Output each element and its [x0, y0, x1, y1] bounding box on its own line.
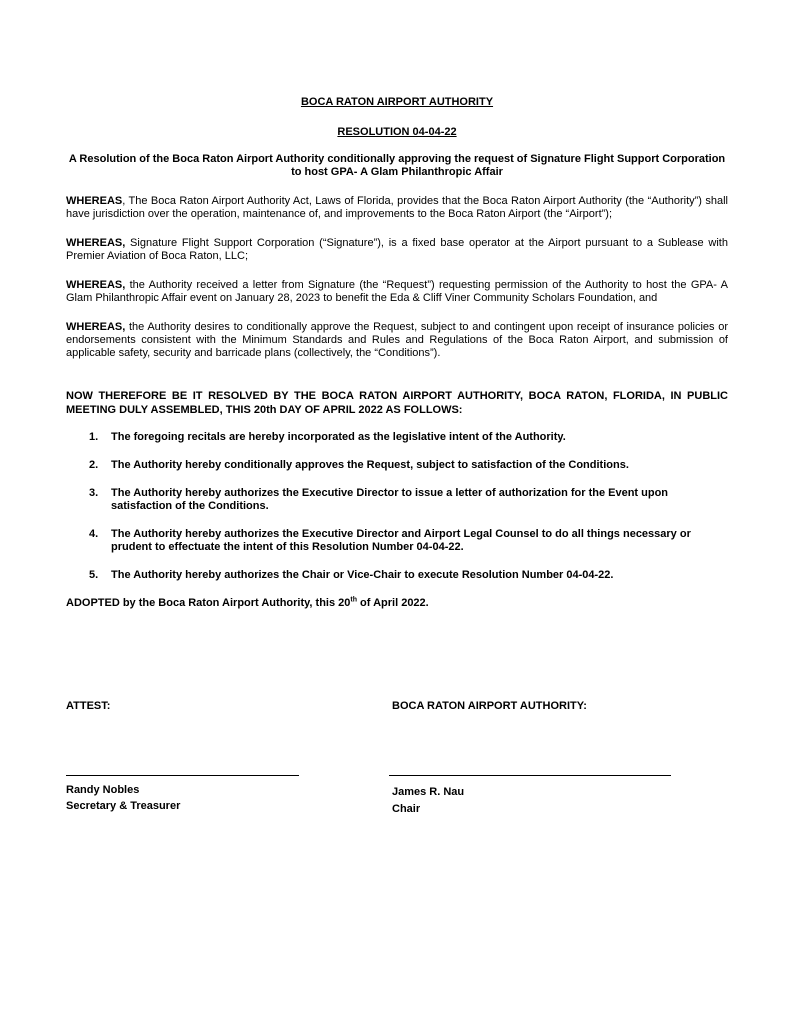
whereas-lead: WHEREAS,	[66, 321, 126, 333]
list-item	[66, 528, 728, 554]
item-text: The Authority hereby authorizes the Executive Director and Airport Legal Counsel to do all things necessary or prudent to effectuate the intent of this Resolution Number 04-04-22.	[111, 528, 691, 553]
resolution-subtitle: A Resolution of the Boca Raton Airport Authority conditionally approving the request of Signature Flight Support Corporation to host GPA- A Glam Philanthropic Affair	[68, 153, 726, 178]
whereas-text: the Authority desires to conditionally approve the Request, subject to and contingent upon receipt of insurance policies or endorsements consistent with the Minimum Standards and Rules and Regulations of the Boca Raton Airport, and submission of applicable safety, security and barricade plans (collectively, the “Conditions”).	[66, 321, 728, 359]
list-item	[66, 569, 728, 582]
secretary-title: Secretary & Treasurer	[66, 800, 181, 812]
ordinal-suffix: th	[350, 596, 357, 604]
resolution-document	[66, 96, 728, 610]
list-item	[66, 459, 728, 472]
whereas-lead: WHEREAS	[66, 195, 123, 207]
authority-signature-label: BOCA RATON AIRPORT AUTHORITY:	[392, 700, 587, 712]
whereas-clause-3	[66, 279, 728, 305]
attest-label: ATTEST:	[66, 700, 111, 712]
whereas-clause-4	[66, 321, 728, 360]
item-number: 5.	[89, 569, 99, 581]
item-text: The Authority hereby authorizes the Chair or Vice-Chair to execute Resolution Number 04-04-22.	[111, 569, 614, 581]
whereas-clause-1	[66, 195, 728, 221]
secretary-name: Randy Nobles	[66, 784, 140, 796]
chair-name: James R. Nau	[392, 786, 465, 798]
list-item	[66, 431, 728, 444]
resolved-clause: NOW THEREFORE BE IT RESOLVED BY THE BOCA RATON AIRPORT AUTHORITY, BOCA RATON, FLORIDA, IN PUBLIC MEETING DULY ASSEMBLED, THIS 20th DAY OF APRIL 2022 AS FOLLOWS:	[66, 390, 728, 416]
item-text: The Authority hereby authorizes the Executive Director to issue a letter of authorization for the Event upon satisfaction of the Conditions.	[111, 487, 669, 512]
resolution-items	[66, 431, 728, 582]
resolution-number-heading: RESOLUTION 04-04-22	[337, 126, 457, 138]
item-text: The foregoing recitals are hereby incorporated as the legislative intent of the Authority.	[111, 431, 566, 443]
whereas-text: , The Boca Raton Airport Authority Act, Laws of Florida, provides that the Boca Raton Airport Authority (the “Authority”) shall have jurisdiction over the operation, maintenance of, and improvements to the Boca Raton Airport (the “Airport”);	[66, 195, 728, 220]
whereas-text: the Authority received a letter from Signature (the “Request”) requesting permission of the Authority to host the GPA- A Glam Philanthropic Affair event on January 28, 2023 to benefit the Eda & Cliff Viner Community Scholars Foundation, and	[66, 279, 728, 304]
item-number: 2.	[89, 459, 99, 471]
secretary-signature-line	[66, 775, 299, 776]
item-text: The Authority hereby conditionally approves the Request, subject to satisfaction of the Conditions.	[111, 459, 629, 471]
adopted-text: ADOPTED by the Boca Raton Airport Authority, this 20	[66, 597, 351, 609]
adopted-statement	[66, 597, 728, 610]
whereas-lead: WHEREAS,	[66, 237, 126, 249]
adopted-date-text: of April 2022.	[357, 597, 429, 609]
whereas-lead: WHEREAS,	[66, 279, 126, 291]
whereas-clause-2	[66, 237, 728, 263]
organization-heading: BOCA RATON AIRPORT AUTHORITY	[300, 96, 494, 108]
item-number: 3.	[89, 487, 99, 499]
list-item	[66, 487, 728, 513]
item-number: 4.	[89, 528, 99, 540]
item-number: 1.	[89, 431, 99, 443]
whereas-text: Signature Flight Support Corporation (“Signature”), is a fixed base operator at the Airport pursuant to a Sublease with Premier Aviation of Boca Raton, LLC;	[66, 237, 728, 262]
chair-signature-line	[389, 775, 671, 776]
chair-title: Chair	[392, 803, 421, 815]
